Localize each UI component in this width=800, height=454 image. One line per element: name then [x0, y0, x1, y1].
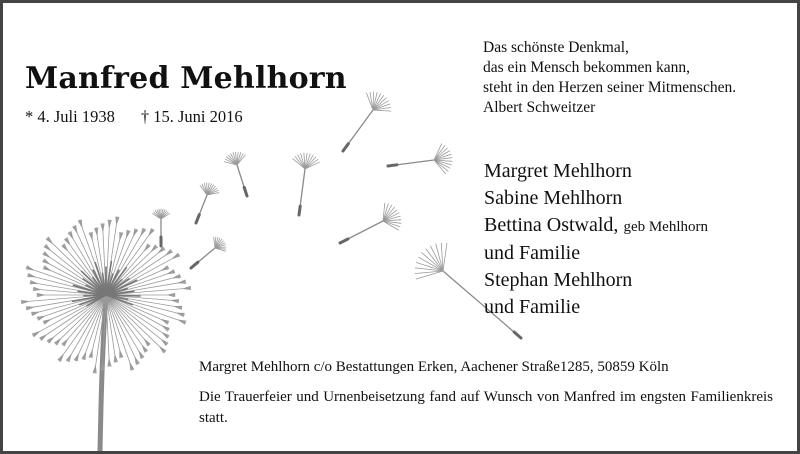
quote-line: Das schönste Denkmal, — [483, 39, 629, 56]
mourners-list — [484, 158, 708, 321]
death-date: † 15. Juni 2016 — [140, 107, 243, 126]
quote-author: Albert Schweitzer — [483, 99, 596, 116]
funeral-notice: Die Trauerfeier und Urnenbeisetzung fand auf Wunsch von Manfred im engsten Familienkreis statt. — [199, 389, 773, 426]
mourner-name-with-note — [484, 212, 708, 241]
mourner-name: Bettina Ostwald, — [484, 213, 619, 236]
deceased-name: Manfred Mehlhorn — [25, 61, 347, 96]
mourner-name: Margret Mehlhorn — [484, 160, 632, 182]
mourner-name: Stephan Mehlhorn — [484, 269, 633, 292]
quote-line: das ein Mensch bekommen kann, — [483, 59, 691, 76]
mourner-name: Sabine Mehlhorn — [484, 186, 623, 209]
quote-line: steht in den Herzen seiner Mitmenschen. — [483, 79, 737, 96]
contact-address: Margret Mehlhorn c/o Bestattungen Erken, Aachener Straße1285, 50859 Köln — [199, 359, 669, 375]
mourner-family: und Familie — [484, 242, 581, 265]
life-dates — [25, 107, 243, 127]
birth-date: * 4. Juli 1938 — [25, 107, 115, 126]
maiden-name-note: geb Mehlhorn — [623, 218, 709, 235]
memorial-quote — [483, 38, 736, 118]
mourner-family: und Familie — [484, 295, 581, 318]
